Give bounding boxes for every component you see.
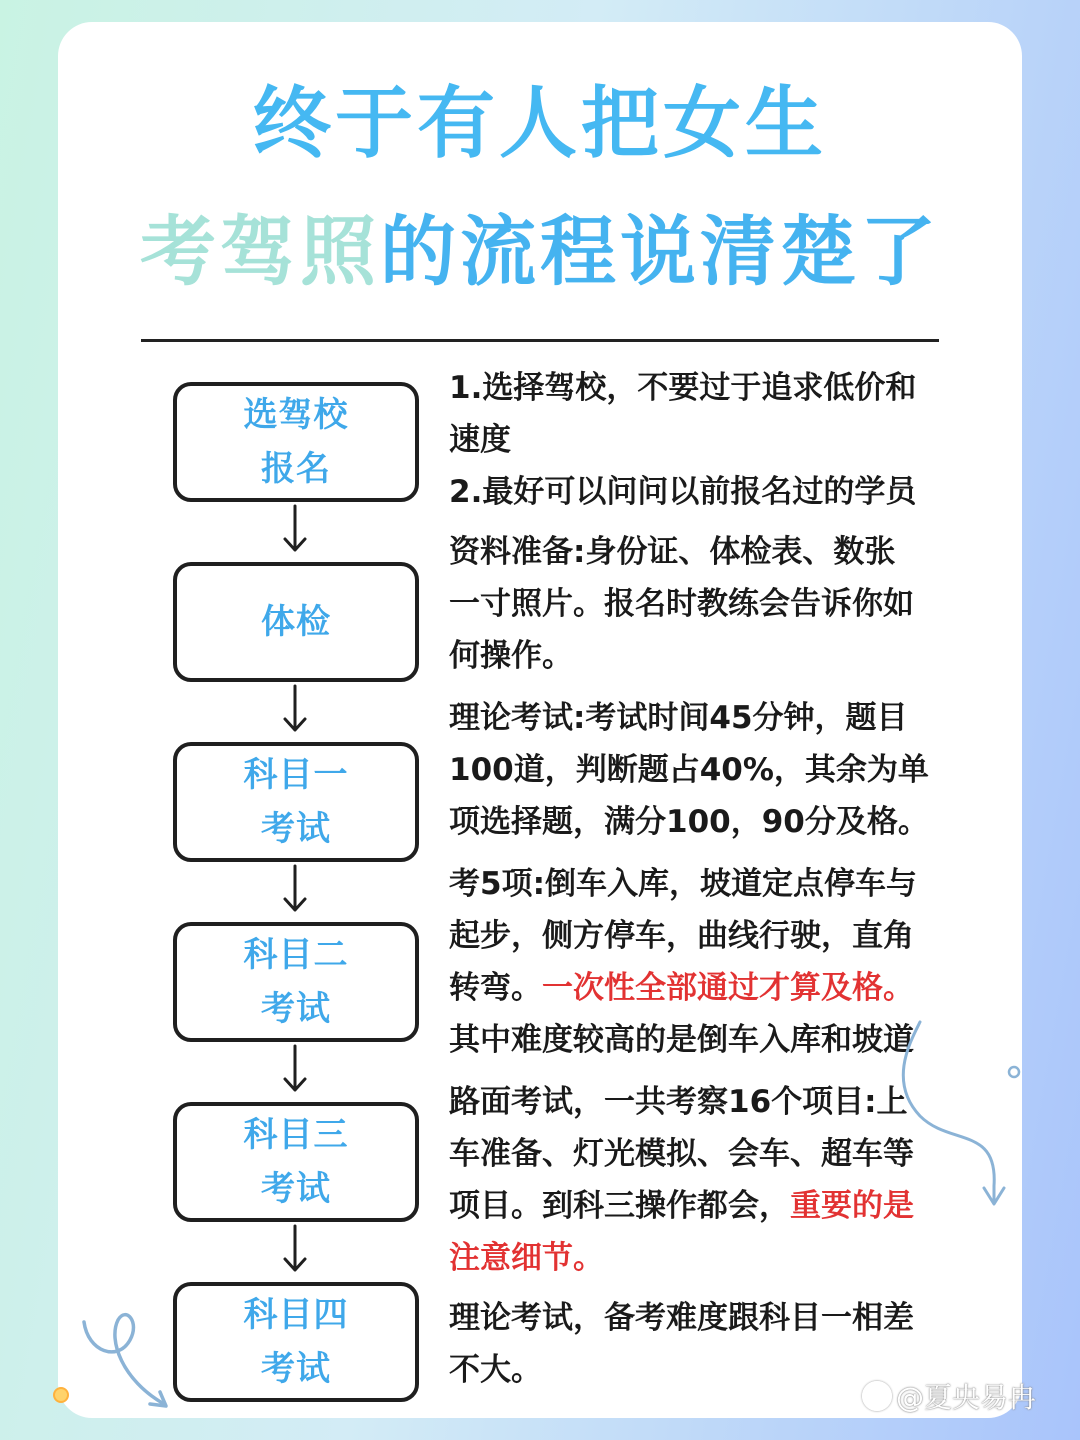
description-text: 速度 [449, 422, 511, 458]
watermark [862, 1380, 1036, 1416]
arrow-down-icon [281, 1044, 309, 1094]
step-box [173, 382, 419, 502]
description-text: 一寸照片。报名时教练会告诉你如 [449, 586, 914, 622]
swirl-arrow-decoration-right [880, 1016, 1030, 1216]
swirl-arrow-decoration-left [78, 1300, 178, 1415]
step-label: 考试 [261, 1169, 331, 1209]
description-text: 100道，判断题占40%，其余为单 [449, 752, 929, 788]
description-text: 何操作。 [449, 638, 573, 674]
description-text: 资料准备:身份证、体检表、数张 [449, 534, 896, 570]
description-line [449, 962, 979, 1014]
step-label: 选驾校 [243, 395, 349, 435]
step-label: 考试 [261, 809, 331, 849]
description-line [449, 796, 979, 848]
highlight-text: 注意细节。 [449, 1240, 604, 1276]
description-text: 项目。到科三操作都会， [449, 1188, 790, 1224]
description-text: 项选择题，满分100，90分及格。 [449, 804, 929, 840]
step-description [449, 362, 979, 518]
step-box [173, 742, 419, 862]
step-box [173, 1282, 419, 1402]
watermark-text: @夏央易冉 [896, 1381, 1037, 1414]
description-line [449, 744, 979, 796]
title-line-2 [0, 204, 1080, 300]
step-description [449, 526, 979, 682]
title-line-1: 终于有人把女生 [252, 79, 827, 169]
description-line [449, 414, 979, 466]
step-label: 科目三 [243, 1115, 349, 1155]
description-line [449, 692, 979, 744]
description-line [449, 630, 979, 682]
step-label: 科目一 [243, 755, 349, 795]
arrow-down-icon [281, 684, 309, 734]
description-line [449, 362, 979, 414]
arrow-down-icon [281, 1224, 309, 1274]
title-highlight: 考驾照 [140, 207, 380, 296]
description-line [449, 526, 979, 578]
arrow-down-icon [281, 504, 309, 554]
step-label: 体检 [261, 602, 331, 642]
description-line [449, 1292, 979, 1344]
description-text: 1.选择驾校，不要过于追求低价和 [449, 370, 917, 406]
step-label: 考试 [261, 1349, 331, 1389]
paw-icon [862, 1381, 892, 1411]
description-line [449, 578, 979, 630]
title-divider [141, 339, 939, 342]
arrow-down-icon [281, 864, 309, 914]
step-box [173, 562, 419, 682]
step-label: 考试 [261, 989, 331, 1029]
step-description [449, 692, 979, 848]
description-text: 不大。 [449, 1352, 542, 1388]
description-line [449, 910, 979, 962]
highlight-text: 一次性全部通过才算及格。 [542, 970, 914, 1006]
description-line [449, 1232, 979, 1284]
title-rest: 的流程说清楚了 [380, 207, 940, 296]
description-line [449, 466, 979, 518]
step-label: 科目四 [243, 1295, 349, 1335]
description-text: 转弯。 [449, 970, 542, 1006]
step-label: 报名 [261, 449, 331, 489]
description-text: 其中难度较高的是倒车入库和坡道 [449, 1022, 914, 1058]
step-box [173, 922, 419, 1042]
step-label: 科目二 [243, 935, 349, 975]
dot-decoration [50, 1384, 72, 1406]
description-text: 路面考试，一共考察16个项目:上 [449, 1084, 908, 1120]
description-text: 2.最好可以问问以前报名过的学员 [449, 474, 917, 510]
description-text: 理论考试，备考难度跟科目一相差 [449, 1300, 914, 1336]
description-line [449, 858, 979, 910]
description-text: 车准备、灯光模拟、会车、超车等 [449, 1136, 914, 1172]
highlight-text: 重要的是 [790, 1188, 914, 1224]
description-text: 起步，侧方停车，曲线行驶，直角 [449, 918, 914, 954]
step-box [173, 1102, 419, 1222]
description-text: 考5项:倒车入库，坡道定点停车与 [449, 866, 917, 902]
description-text: 理论考试:考试时间45分钟，题目 [449, 700, 908, 736]
